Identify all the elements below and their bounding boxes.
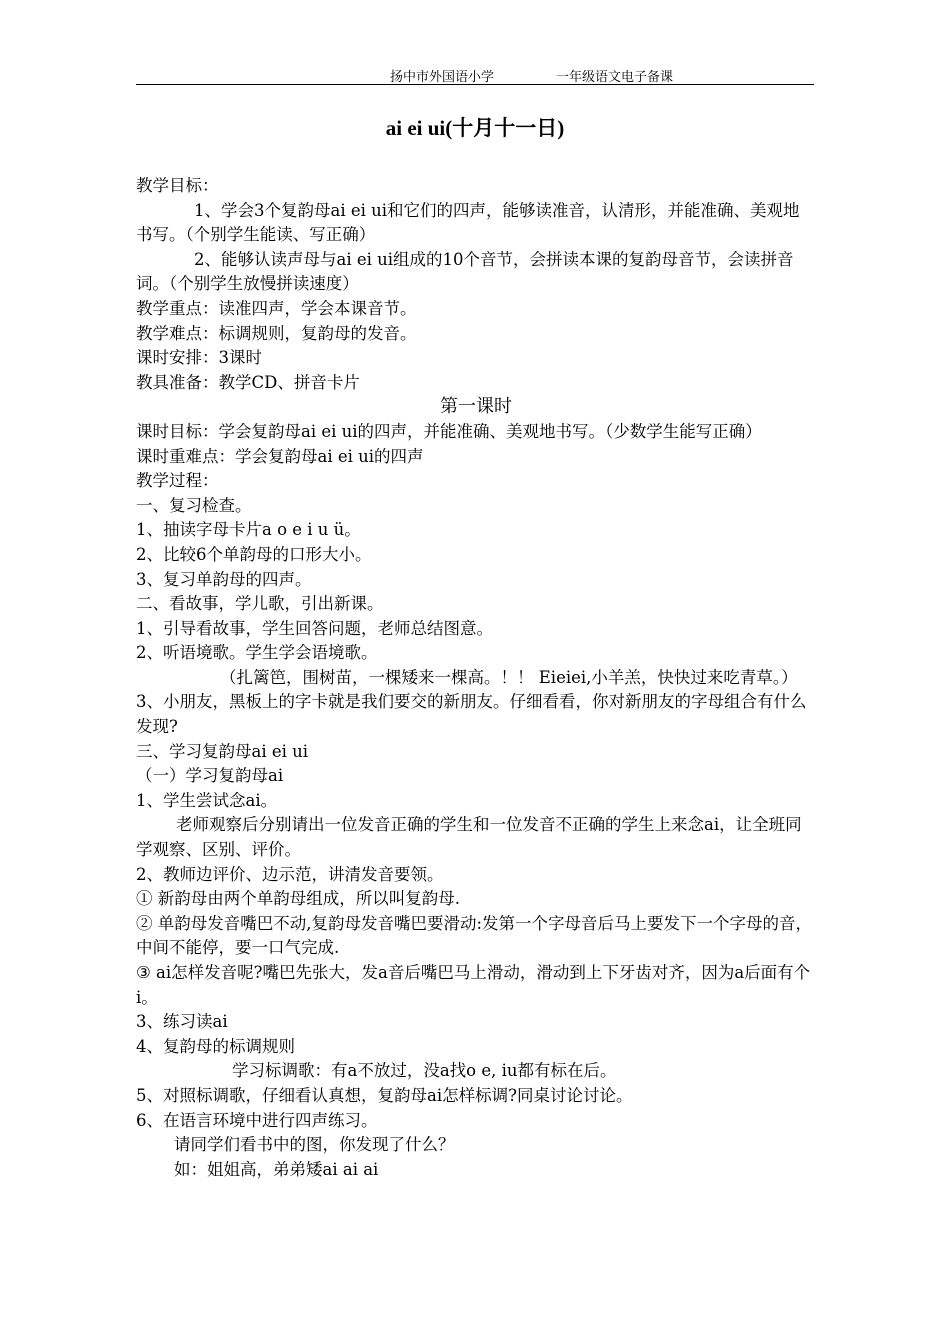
text-line: 6、在语言环境中进行四声练习。	[136, 1110, 378, 1130]
lesson-title: ai ei ui(十月十一日)	[385, 116, 565, 140]
text-line: （扎篱笆，围树苗，一棵矮来一棵高。！！ Eieiei,小羊羔，快快过来吃青草。）	[220, 667, 798, 687]
text-line: 1、学会3个复韵母ai ei ui和它们的四声，能够读准音，认清形，并能准确、美观地书写。（个别学生能读、写正确）	[136, 200, 800, 245]
text-line: 二、看故事，学儿歌，引出新课。	[136, 594, 384, 614]
text-line: 教学过程：	[136, 471, 219, 491]
text-line: 教学难点：标调规则，复韵母的发音。	[136, 323, 417, 343]
text-line: （一）学习复韵母ai	[136, 766, 284, 786]
text-line: 2、能够认读声母与ai ei ui组成的10个音节，会拼读本课的复韵母音节，会读拼音词。（个别学生放慢拼读速度）	[136, 249, 794, 294]
text-line: 1、抽读字母卡片a o e i u ü。	[136, 520, 361, 540]
text-line: 2、比较6个单韵母的口形大小。	[136, 544, 372, 564]
section-heading: 第一课时	[440, 396, 512, 418]
text-line: 3、小朋友，黑板上的字卡就是我们要交的新朋友。仔细看看，你对新朋友的字母组合有什么发现?	[136, 692, 807, 737]
text-line: ③ ai怎样发音呢?嘴巴先张大，发a音后嘴巴马上滑动，滑动到上下牙齿对齐，因为a后面有个i。	[136, 963, 811, 1007]
text-line: 1、学生尝试念ai。	[136, 790, 278, 810]
text-line: 请同学们看书中的图，你发现了什么？	[174, 1135, 455, 1155]
lesson-body	[136, 174, 816, 1182]
text-line: 学习标调歌：有a不放过，没a找o e, iu都有标在后。	[232, 1061, 617, 1081]
text-line: 5、对照标调歌，仔细看认真想，复韵母ai怎样标调?同桌讨论讨论。	[136, 1085, 633, 1105]
text-line: 课时安排：3课时	[136, 348, 262, 368]
text-line: 2、教师边评价、边示范，讲清发音要领。	[136, 864, 444, 884]
text-line: 4、复韵母的标调规则	[136, 1036, 295, 1056]
header-course: 一年级语文电子备课	[556, 70, 674, 85]
text-line: 一、复习检查。	[136, 495, 252, 515]
text-line: 教学重点：读准四声，学会本课音节。	[136, 298, 417, 318]
text-line: 课时重难点：学会复韵母ai ei ui的四声	[136, 446, 424, 466]
text-line: 三、学习复韵母ai ei ui	[136, 741, 309, 761]
text-line: 1、引导看故事，学生回答问题，老师总结图意。	[136, 618, 493, 638]
text-line: 2、听语境歌。学生学会语境歌。	[136, 643, 378, 663]
text-line: ① 新韵母由两个单韵母组成，所以叫复韵母.	[136, 889, 460, 909]
page-header	[136, 66, 814, 85]
text-line: 老师观察后分别请出一位发音正确的学生和一位发音不正确的学生上来念ai，让全班同学观察、区别、评价。	[136, 815, 802, 860]
text-line: 3、练习读ai	[136, 1012, 228, 1032]
text-line: ② 单韵母发音嘴巴不动,复韵母发音嘴巴要滑动:发第一个字母音后马上要发下一个字母的音，中间不能停，要一口气完成.	[136, 913, 813, 958]
text-line: 课时目标：学会复韵母ai ei ui的四声，并能准确、美观地书写。（少数学生能写正确）	[136, 421, 762, 441]
text-line: 如：姐姐高，弟弟矮ai ai ai	[174, 1159, 379, 1179]
text-line: 3、复习单韵母的四声。	[136, 569, 312, 589]
text-line: 教具准备：教学CD、拼音卡片	[136, 372, 360, 392]
header-school: 扬中市外国语小学	[390, 70, 495, 85]
text-line: 教学目标：	[136, 176, 219, 195]
